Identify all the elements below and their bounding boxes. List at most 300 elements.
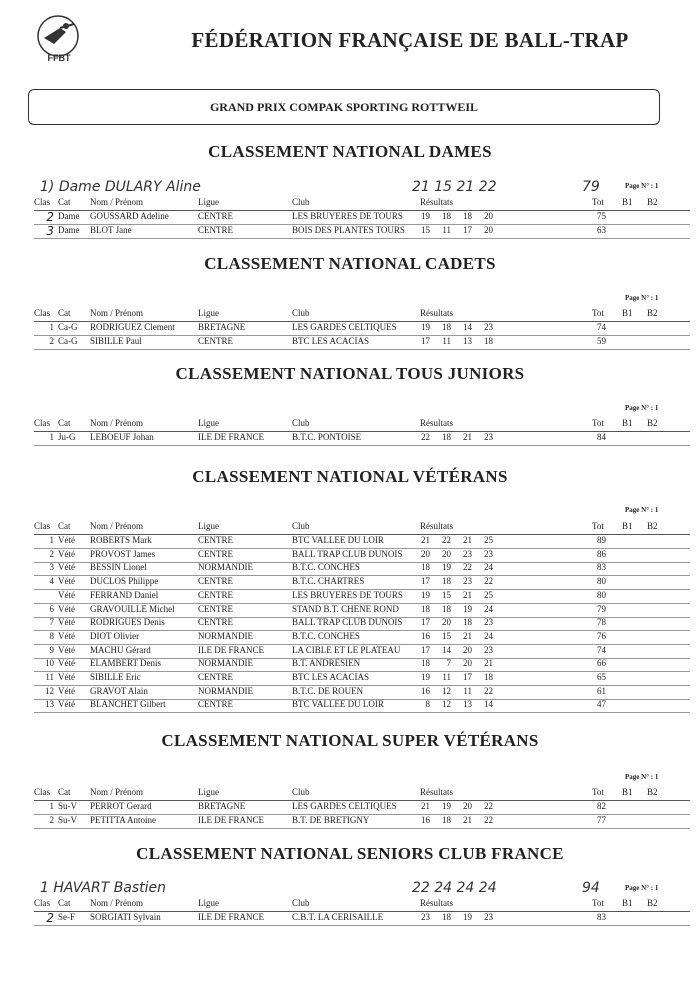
column-header-b2: B2	[647, 418, 658, 428]
club-cell: C.B.T. LA CERISAILLE	[292, 912, 384, 922]
nom-cell: RODRIGUES Denis	[90, 617, 165, 628]
score-cell: 18	[442, 322, 451, 332]
column-header-cat: Cat	[58, 521, 71, 531]
score-cell: 23	[484, 548, 493, 559]
club-cell: BTC LES ACACIAS	[292, 336, 370, 346]
score-cell: 11	[463, 685, 472, 696]
column-header-b2: B2	[647, 521, 658, 531]
ligue-cell: NORMANDIE	[198, 685, 253, 696]
column-header-b2: B2	[647, 197, 658, 207]
cat-cell: Dame	[58, 211, 80, 221]
score-cell: 20	[463, 644, 472, 655]
score-cell: 20	[463, 801, 472, 811]
score-cell: 22	[484, 685, 493, 696]
club-cell: LA CIBLE ET LE PLATEAU	[292, 644, 401, 655]
score-cell: 22	[442, 535, 451, 545]
column-header-club: Club	[292, 521, 310, 531]
column-header-tot: Tot	[592, 521, 604, 531]
table-row	[0, 699, 700, 713]
ffbt-logo	[30, 14, 88, 64]
ligue-cell: CENTRE	[198, 699, 233, 710]
score-cell: 19	[421, 589, 430, 600]
cat-cell: Vété	[58, 630, 75, 641]
column-header-club: Club	[292, 308, 310, 318]
cat-cell: Vété	[58, 658, 75, 669]
rank-cell: 8	[49, 630, 54, 641]
total-cell: 79	[597, 603, 606, 614]
column-header-ligue: Ligue	[198, 197, 219, 207]
score-cell: 25	[484, 535, 493, 545]
event-title: GRAND PRIX COMPAK SPORTING ROTTWEIL	[209, 100, 479, 114]
column-header-nom: Nom / Prénom	[90, 521, 143, 531]
score-cell: 24	[484, 562, 493, 573]
table-row	[0, 617, 700, 631]
ligue-cell: CENTRE	[198, 589, 233, 600]
score-cell: 18	[484, 672, 493, 682]
column-header-b1: B1	[622, 521, 633, 531]
column-header-ligue: Ligue	[198, 418, 219, 428]
score-cell: 17	[463, 672, 472, 682]
handwritten-winner-total: 94	[582, 880, 600, 896]
column-header-b1: B1	[622, 898, 633, 908]
column-header-clas: Clas	[34, 308, 51, 318]
rank-cell: 3	[46, 224, 54, 238]
table-row	[0, 912, 700, 926]
table-row	[0, 590, 700, 604]
row-rule	[34, 349, 690, 350]
ligue-cell: NORMANDIE	[198, 630, 253, 641]
column-header-cat: Cat	[58, 898, 71, 908]
club-cell: LES BRUYERES DE TOURS	[292, 589, 403, 600]
score-cell: 18	[421, 658, 430, 669]
score-cell: 23	[463, 548, 472, 559]
cat-cell: Ca-G	[58, 336, 78, 346]
column-header-cat: Cat	[58, 308, 71, 318]
score-cell: 18	[421, 603, 430, 614]
total-cell: 84	[597, 432, 606, 442]
cat-cell: Vété	[58, 576, 75, 587]
nom-cell: BESSIN Lionel	[90, 562, 147, 573]
score-cell: 16	[421, 630, 430, 641]
table-row	[0, 432, 700, 446]
rank-cell: 1	[49, 432, 54, 442]
club-cell: B.T. DE BRETIGNY	[292, 815, 370, 825]
cat-cell: Vété	[58, 685, 75, 696]
score-cell: 17	[421, 617, 430, 628]
ligue-cell: ILE DE FRANCE	[198, 912, 264, 922]
score-cell: 23	[484, 644, 493, 655]
table-row	[0, 225, 700, 239]
club-cell: BALL TRAP CLUB DUNOIS	[292, 617, 403, 628]
total-cell: 61	[597, 685, 606, 696]
column-header-b2: B2	[647, 898, 658, 908]
page-number: Page N° : 1	[625, 884, 659, 892]
page-number: Page N° : 1	[625, 182, 659, 190]
score-cell: 14	[484, 699, 493, 710]
score-cell: 20	[463, 658, 472, 669]
column-header-clas: Clas	[34, 197, 51, 207]
rank-cell: 13	[45, 699, 54, 710]
score-cell: 22	[484, 576, 493, 587]
total-cell: 78	[597, 617, 606, 628]
score-cell: 20	[484, 211, 493, 221]
column-header-resultats: Résultats	[420, 521, 453, 531]
nom-cell: DIOT Olivier	[90, 630, 140, 641]
cat-cell: Vété	[58, 672, 75, 682]
club-cell: BALL TRAP CLUB DUNOIS	[292, 548, 403, 559]
rank-cell: 9	[49, 644, 54, 655]
cat-cell: Vété	[58, 562, 75, 573]
section-title: CLASSEMENT NATIONAL SENIORS CLUB FRANCE	[136, 844, 564, 863]
score-cell: 19	[442, 801, 451, 811]
column-header-cat: Cat	[58, 418, 71, 428]
column-header-ligue: Ligue	[198, 308, 219, 318]
svg-text:FFBT: FFBT	[47, 53, 71, 63]
score-cell: 15	[421, 225, 430, 235]
row-rule	[34, 828, 690, 829]
total-cell: 59	[597, 336, 606, 346]
column-header-tot: Tot	[592, 787, 604, 797]
nom-cell: GOUSSARD Adeline	[90, 211, 169, 221]
rank-cell: 10	[45, 658, 54, 669]
score-cell: 16	[421, 815, 430, 825]
score-cell: 15	[442, 630, 451, 641]
total-cell: 83	[597, 562, 606, 573]
total-cell: 76	[597, 630, 606, 641]
score-cell: 18	[463, 211, 472, 221]
ligue-cell: ILE DE FRANCE	[198, 432, 264, 442]
rank-cell: 2	[49, 336, 54, 346]
club-cell: B.T. ANDRESIEN	[292, 658, 361, 669]
ligue-cell: BRETAGNE	[198, 801, 246, 811]
ligue-cell: ILE DE FRANCE	[198, 644, 264, 655]
score-cell: 19	[463, 912, 472, 922]
score-cell: 12	[442, 699, 451, 710]
score-cell: 17	[463, 225, 472, 235]
nom-cell: LEBOEUF Johan	[90, 432, 154, 442]
table-row	[0, 672, 700, 686]
club-cell: B.T.C. CONCHES	[292, 562, 360, 573]
ligue-cell: CENTRE	[198, 336, 233, 346]
score-cell: 21	[484, 658, 493, 669]
column-header-resultats: Résultats	[420, 418, 453, 428]
row-rule	[34, 445, 690, 446]
row-rule	[34, 712, 690, 713]
column-header-cat: Cat	[58, 787, 71, 797]
score-cell: 13	[463, 336, 472, 346]
column-header-clas: Clas	[34, 521, 51, 531]
column-header-ligue: Ligue	[198, 787, 219, 797]
total-cell: 82	[597, 801, 606, 811]
ligue-cell: NORMANDIE	[198, 658, 253, 669]
club-cell: STAND B.T. CHENE ROND	[292, 603, 399, 614]
score-cell: 24	[484, 630, 493, 641]
total-cell: 75	[597, 211, 606, 221]
total-cell: 86	[597, 548, 606, 559]
section-title: CLASSEMENT NATIONAL TOUS JUNIORS	[175, 364, 525, 383]
column-header-b2: B2	[647, 787, 658, 797]
club-cell: LES GARDES CELTIQUES	[292, 322, 397, 332]
handwritten-winner-scores: 21 15 21 22	[412, 179, 497, 195]
ligue-cell: CENTRE	[198, 672, 233, 682]
cat-cell: Vété	[58, 603, 75, 614]
score-cell: 22	[484, 815, 493, 825]
cat-cell: Se-F	[58, 912, 76, 922]
total-cell: 80	[597, 589, 606, 600]
cat-cell: Su-V	[58, 815, 78, 825]
cat-cell: Su-V	[58, 801, 78, 811]
column-header-ligue: Ligue	[198, 521, 219, 531]
table-row	[0, 686, 700, 700]
handwritten-winner-name: 1 HAVART Bastien	[40, 880, 167, 896]
score-cell: 19	[421, 322, 430, 332]
section-title: CLASSEMENT NATIONAL DAMES	[208, 142, 492, 161]
score-cell: 20	[442, 617, 451, 628]
score-cell: 19	[463, 603, 472, 614]
table-row	[0, 549, 700, 563]
column-header-clas: Clas	[34, 787, 51, 797]
event-box	[28, 89, 660, 125]
cat-cell: Dame	[58, 225, 80, 235]
rank-cell: 4	[49, 576, 54, 587]
column-header-ligue: Ligue	[198, 898, 219, 908]
cat-cell: Vété	[58, 617, 75, 628]
nom-cell: BLANCHET Gilbert	[90, 699, 166, 710]
score-cell: 18	[442, 912, 451, 922]
cat-cell: Vété	[58, 535, 75, 545]
score-cell: 19	[421, 672, 430, 682]
score-cell: 23	[484, 322, 493, 332]
column-header-b1: B1	[622, 197, 633, 207]
column-header-nom: Nom / Prénom	[90, 308, 143, 318]
table-row	[0, 631, 700, 645]
cat-cell: Vété	[58, 644, 75, 655]
rank-cell: 1	[49, 322, 54, 332]
club-cell: BOIS DES PLANTES TOURS	[292, 225, 405, 235]
cat-cell: Vété	[58, 699, 75, 710]
rank-cell: 2	[46, 911, 54, 925]
table-row	[0, 322, 700, 336]
column-header-b1: B1	[622, 308, 633, 318]
club-cell: LES BRUYERES DE TOURS	[292, 211, 403, 221]
section-title: CLASSEMENT NATIONAL SUPER VÉTÉRANS	[161, 731, 539, 750]
rank-cell: 1	[49, 801, 54, 811]
ligue-cell: ILE DE FRANCE	[198, 815, 264, 825]
column-header-club: Club	[292, 787, 310, 797]
column-header-b1: B1	[622, 787, 633, 797]
total-cell: 65	[597, 672, 606, 682]
row-rule	[34, 925, 690, 926]
score-cell: 7	[446, 658, 451, 669]
total-cell: 80	[597, 576, 606, 587]
column-header-nom: Nom / Prénom	[90, 898, 143, 908]
score-cell: 11	[442, 336, 451, 346]
rank-cell: 2	[49, 548, 54, 559]
score-cell: 14	[463, 322, 472, 332]
score-cell: 18	[463, 617, 472, 628]
cat-cell: Vété	[58, 589, 75, 600]
column-header-tot: Tot	[592, 898, 604, 908]
column-header-resultats: Résultats	[420, 197, 453, 207]
nom-cell: SIBILLE Paul	[90, 336, 142, 346]
nom-cell: PROVOST James	[90, 548, 156, 559]
federation-title: FÉDÉRATION FRANÇAISE DE BALL-TRAP	[191, 28, 629, 52]
total-cell: 74	[597, 322, 606, 332]
nom-cell: MACHU Gérard	[90, 644, 151, 655]
column-header-club: Club	[292, 197, 310, 207]
score-cell: 17	[421, 336, 430, 346]
score-cell: 22	[463, 562, 472, 573]
table-row	[0, 576, 700, 590]
nom-cell: SIBILLE Eric	[90, 672, 141, 682]
club-cell: B.T.C. CONCHES	[292, 630, 360, 641]
score-cell: 18	[442, 211, 451, 221]
rank-cell: 7	[49, 617, 54, 628]
score-cell: 12	[442, 685, 451, 696]
score-cell: 20	[484, 225, 493, 235]
nom-cell: RODRIGUEZ Clement	[90, 322, 175, 332]
table-row	[0, 562, 700, 576]
ligue-cell: NORMANDIE	[198, 562, 253, 573]
handwritten-winner-scores: 22 24 24 24	[412, 880, 497, 896]
ligue-cell: CENTRE	[198, 576, 233, 587]
club-cell: BTC LES ACACIAS	[292, 672, 370, 682]
total-cell: 83	[597, 912, 606, 922]
rank-cell: 12	[45, 685, 54, 696]
nom-cell: FERRAND Daniel	[90, 589, 159, 600]
club-cell: B.T.C. DE ROUEN	[292, 685, 364, 696]
rank-cell: 6	[49, 603, 54, 614]
score-cell: 21	[463, 589, 472, 600]
score-cell: 18	[421, 562, 430, 573]
column-header-resultats: Résultats	[420, 898, 453, 908]
column-header-clas: Clas	[34, 898, 51, 908]
column-header-b2: B2	[647, 308, 658, 318]
total-cell: 66	[597, 658, 606, 669]
ligue-cell: CENTRE	[198, 548, 233, 559]
club-cell: BTC VALLEE DU LOIR	[292, 535, 384, 545]
column-header-tot: Tot	[592, 418, 604, 428]
score-cell: 13	[463, 699, 472, 710]
score-cell: 24	[484, 603, 493, 614]
score-cell: 22	[421, 432, 430, 442]
column-header-club: Club	[292, 898, 310, 908]
table-row	[0, 604, 700, 618]
score-cell: 21	[421, 801, 430, 811]
page-number: Page N° : 1	[625, 404, 659, 412]
score-cell: 23	[421, 912, 430, 922]
table-row	[0, 645, 700, 659]
table-row	[0, 801, 700, 815]
column-header-resultats: Résultats	[420, 787, 453, 797]
score-cell: 17	[421, 576, 430, 587]
total-cell: 74	[597, 644, 606, 655]
ligue-cell: CENTRE	[198, 225, 233, 235]
club-cell: B.T.C. PONTOISE	[292, 432, 362, 442]
cat-cell: Ju-G	[58, 432, 76, 442]
score-cell: 23	[484, 432, 493, 442]
score-cell: 20	[442, 548, 451, 559]
nom-cell: ELAMBERT Denis	[90, 658, 162, 669]
section-title: CLASSEMENT NATIONAL VÉTÉRANS	[192, 467, 508, 486]
rank-cell: 1	[49, 535, 54, 545]
nom-cell: GRAVOUILLE Michel	[90, 603, 175, 614]
score-cell: 19	[442, 562, 451, 573]
score-cell: 23	[484, 912, 493, 922]
score-cell: 21	[421, 535, 430, 545]
table-row	[0, 211, 700, 225]
score-cell: 18	[442, 815, 451, 825]
total-cell: 89	[597, 535, 606, 545]
score-cell: 18	[442, 576, 451, 587]
total-cell: 77	[597, 815, 606, 825]
rank-cell: 2	[49, 815, 54, 825]
score-cell: 16	[421, 685, 430, 696]
rank-cell: 2	[46, 210, 54, 224]
score-cell: 21	[463, 535, 472, 545]
column-header-resultats: Résultats	[420, 308, 453, 318]
ligue-cell: CENTRE	[198, 211, 233, 221]
table-row	[0, 336, 700, 350]
nom-cell: BLOT Jane	[90, 225, 132, 235]
score-cell: 17	[421, 644, 430, 655]
score-cell: 15	[442, 589, 451, 600]
score-cell: 18	[442, 603, 451, 614]
score-cell: 11	[442, 672, 451, 682]
column-header-clas: Clas	[34, 418, 51, 428]
ligue-cell: BRETAGNE	[198, 322, 246, 332]
ligue-cell: CENTRE	[198, 535, 233, 545]
total-cell: 63	[597, 225, 606, 235]
cat-cell: Ca-G	[58, 322, 78, 332]
column-header-nom: Nom / Prénom	[90, 418, 143, 428]
section-title: CLASSEMENT NATIONAL CADETS	[204, 254, 496, 273]
ligue-cell: CENTRE	[198, 603, 233, 614]
column-header-nom: Nom / Prénom	[90, 787, 143, 797]
rank-cell: 11	[45, 672, 54, 682]
nom-cell: ROBERTS Mark	[90, 535, 152, 545]
row-rule	[34, 238, 690, 239]
score-cell: 23	[463, 576, 472, 587]
club-cell: LES GARDES CELTIQUES	[292, 801, 397, 811]
table-row	[0, 535, 700, 549]
score-cell: 18	[484, 336, 493, 346]
score-cell: 18	[442, 432, 451, 442]
total-cell: 47	[597, 699, 606, 710]
column-header-cat: Cat	[58, 197, 71, 207]
nom-cell: PETITTA Antoine	[90, 815, 157, 825]
score-cell: 23	[484, 617, 493, 628]
column-header-tot: Tot	[592, 308, 604, 318]
nom-cell: SORGIATI Sylvain	[90, 912, 161, 922]
cat-cell: Vété	[58, 548, 75, 559]
column-header-tot: Tot	[592, 197, 604, 207]
ligue-cell: CENTRE	[198, 617, 233, 628]
score-cell: 25	[484, 589, 493, 600]
table-row	[0, 815, 700, 829]
page-number: Page N° : 1	[625, 506, 659, 514]
nom-cell: DUCLOS Philippe	[90, 576, 159, 587]
score-cell: 19	[421, 211, 430, 221]
handwritten-winner-name: 1) Dame DULARY Aline	[40, 179, 201, 195]
column-header-club: Club	[292, 418, 310, 428]
club-cell: B.T.C. CHARTRES	[292, 576, 365, 587]
score-cell: 8	[425, 699, 430, 710]
nom-cell: GRAVOT Alain	[90, 685, 148, 696]
page-number: Page N° : 1	[625, 294, 659, 302]
score-cell: 11	[442, 225, 451, 235]
score-cell: 20	[421, 548, 430, 559]
